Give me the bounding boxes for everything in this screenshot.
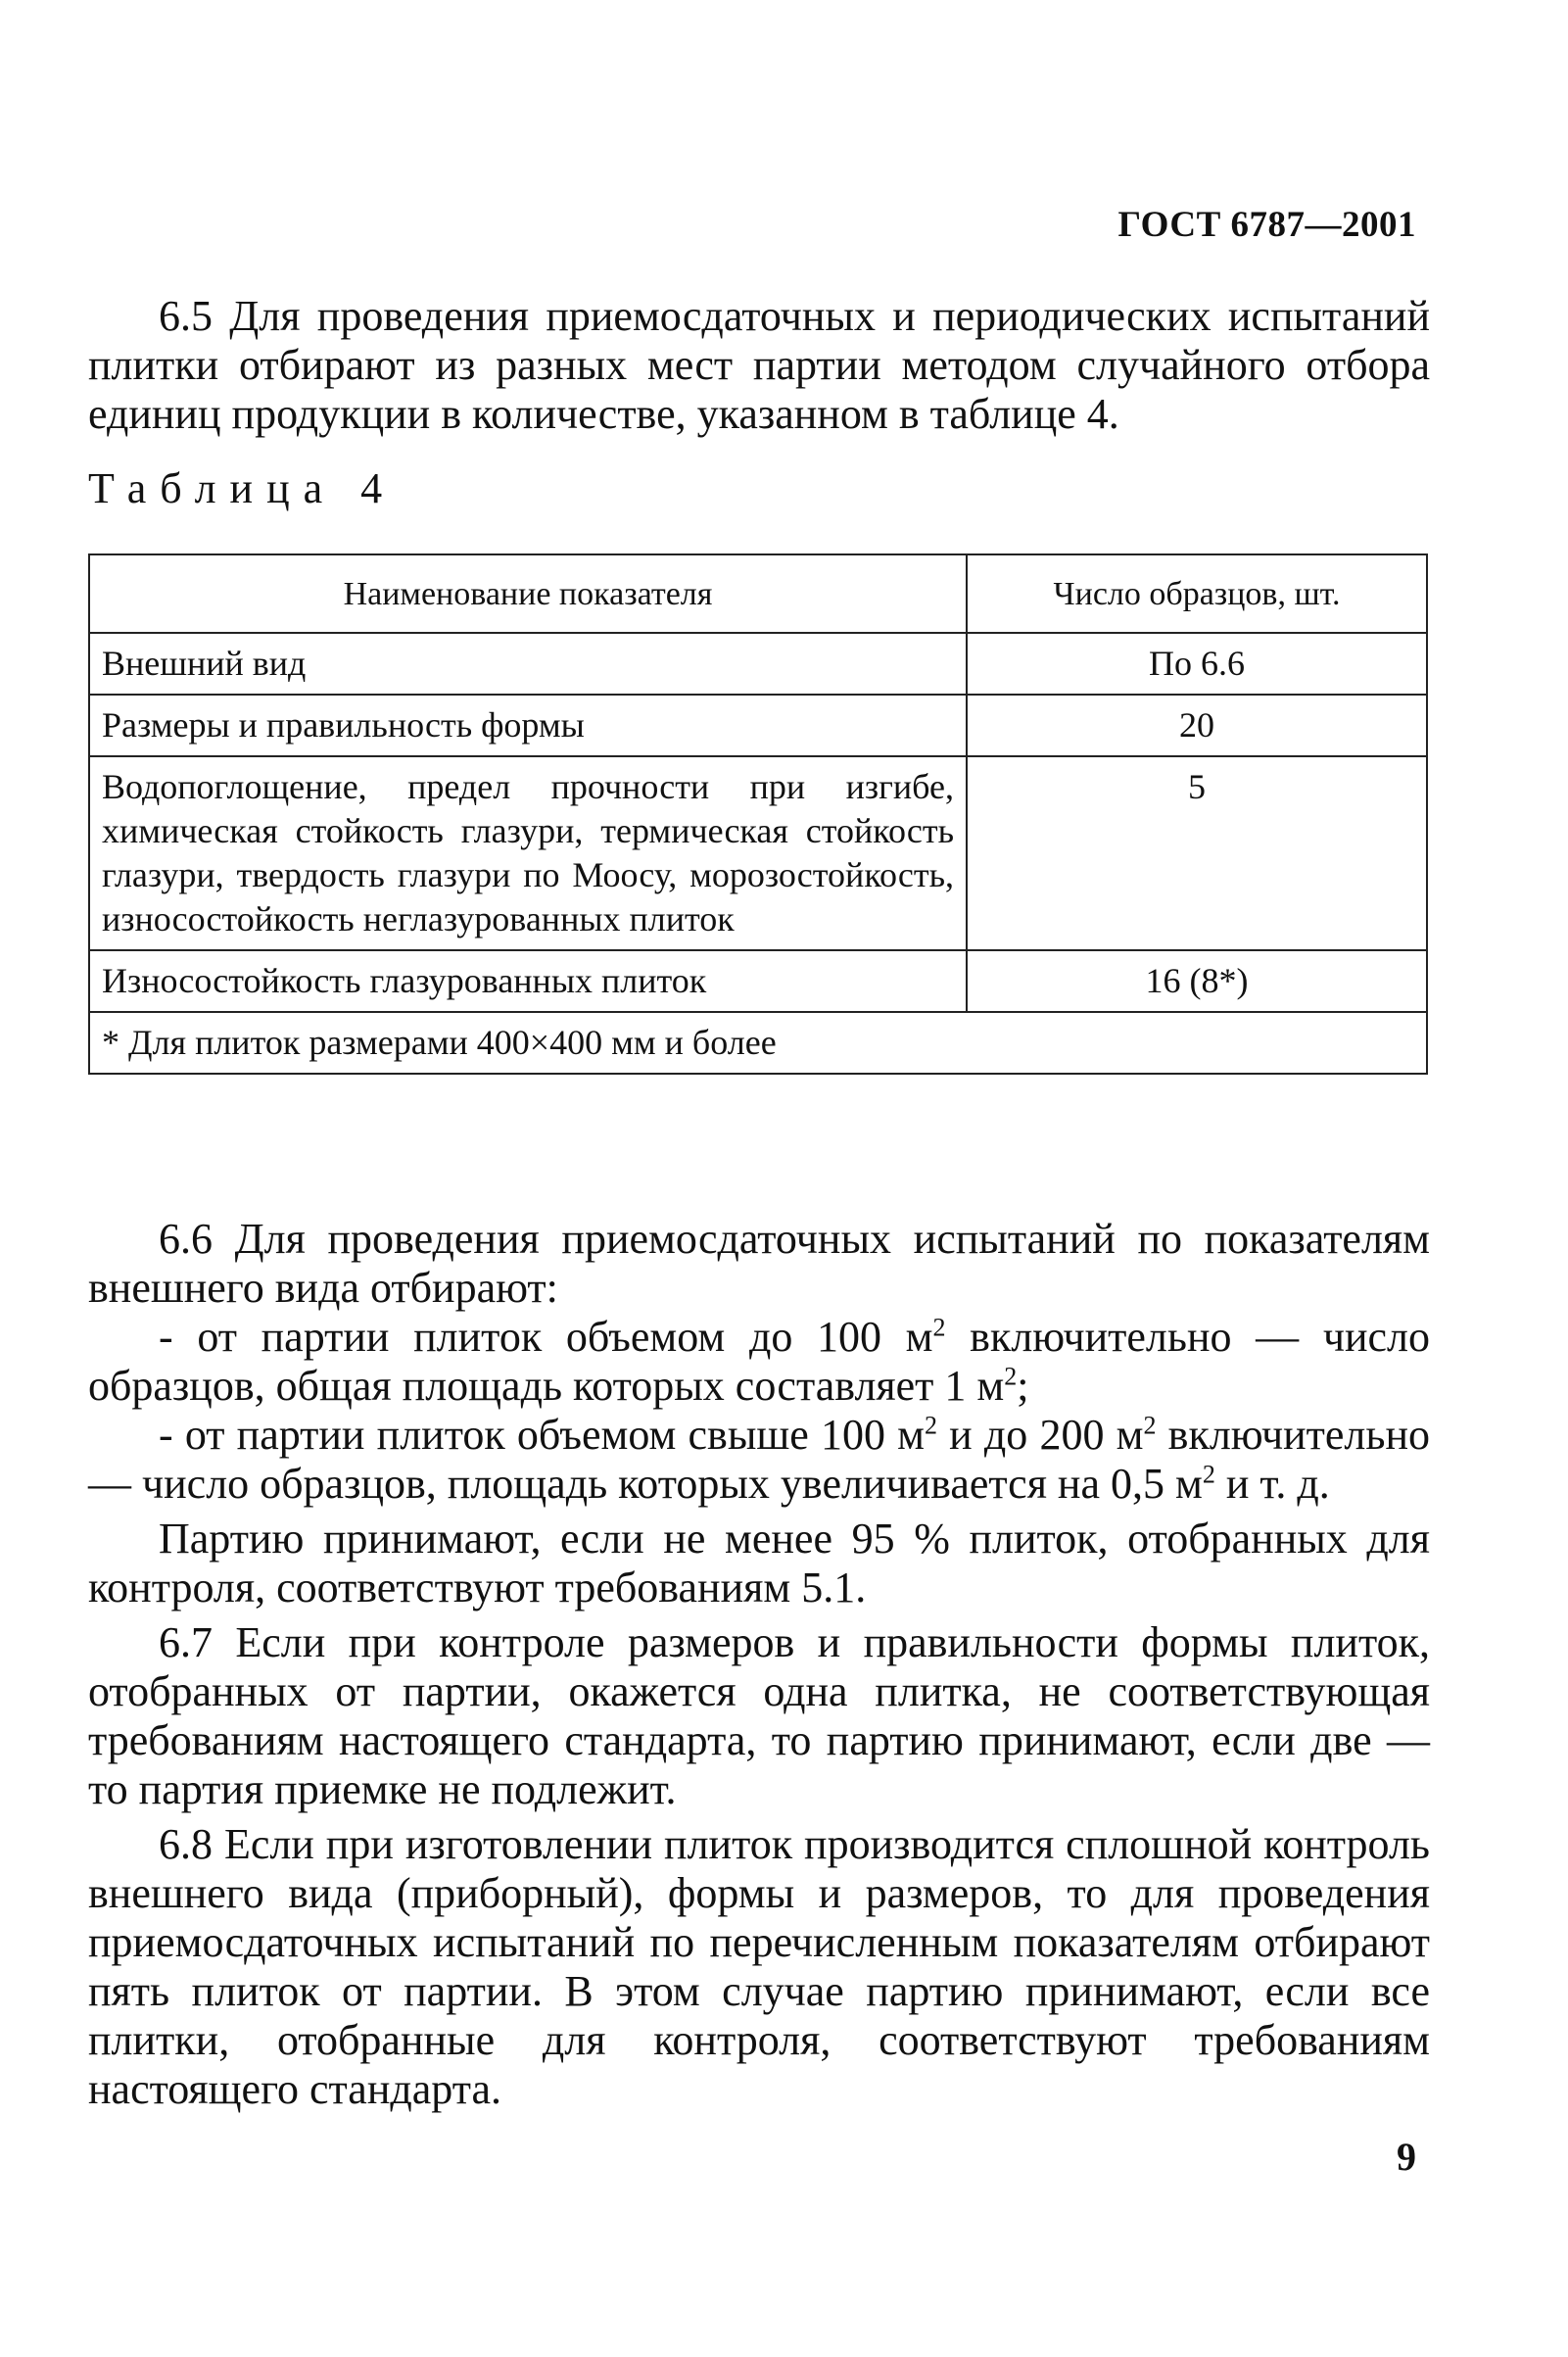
paragraph-acceptance: Партию принимают, если не менее 95 % плиток, отобранных для контроля, соответствуют требованиям 5.1.	[88, 1515, 1430, 1611]
table-caption: Таблица 4	[88, 464, 397, 512]
superscript: 2	[1004, 1362, 1018, 1391]
item-text: включительно — число образцов, площадь которых увеличивается на 0,5 м	[88, 1411, 1430, 1508]
table-footnote: * Для плиток размерами 400×400 мм и более	[89, 1012, 1427, 1074]
sample-count-table	[88, 553, 1428, 1075]
item-text: и т. д.	[1214, 1460, 1330, 1508]
section-6-5	[88, 292, 1430, 439]
row-value-cell: 5	[967, 756, 1427, 950]
table-row	[89, 695, 1427, 756]
item-text: - от партии плиток объемом свыше 100 м	[159, 1411, 925, 1459]
column-header-name: Наименование показателя	[89, 554, 967, 633]
table-footnote-row	[89, 1012, 1427, 1074]
item-text: - от партии плиток объемом до 100 м	[159, 1313, 933, 1361]
row-name-cell: Водопоглощение, предел прочности при изгибе, химическая стойкость глазури, термическая стойкость глазури, твердость глазури по Моосу, морозостойкость, износостойкость неглазурованных плиток	[89, 756, 967, 950]
row-name-cell: Размеры и правильность формы	[89, 695, 967, 756]
paragraph-6-7: 6.7 Если при контроле размеров и правильности формы плиток, отобранных от партии, окажется одна плитка, не соответствующая требованиям настоящего стандарта, то партию принимают, если две — то партия приемке не подлежит.	[88, 1618, 1430, 1813]
row-value-cell: 20	[967, 695, 1427, 756]
item-text: и до 200 м	[937, 1411, 1144, 1459]
row-value-cell: По 6.6	[967, 633, 1427, 695]
item-text: ;	[1017, 1362, 1029, 1410]
table-row	[89, 950, 1427, 1012]
superscript: 2	[932, 1313, 946, 1342]
superscript: 2	[925, 1411, 937, 1440]
paragraph-6-8: 6.8 Если при изготовлении плиток производится сплошной контроль внешнего вида (приборный), формы и размеров, то для проведения приемосдаточных испытаний по перечисленным показателям отбирают пять плиток от партии. В этом случае партию принимают, если все плитки, отобранные для контроля, соответствуют требованиям настоящего стандарта.	[88, 1820, 1430, 2113]
list-item	[88, 1313, 1430, 1411]
row-name-cell: Износостойкость глазурованных плиток	[89, 950, 967, 1012]
superscript: 2	[1202, 1460, 1215, 1489]
section-6-6	[88, 1215, 1430, 2114]
paragraph-6-6-intro: 6.6 Для проведения приемосдаточных испытаний по показателям внешнего вида отбирают:	[88, 1215, 1430, 1312]
table-row	[89, 756, 1427, 950]
row-value-cell: 16 (8*)	[967, 950, 1427, 1012]
item-text: включительно — число образцов, общая площадь которых составляет 1 м	[88, 1313, 1430, 1410]
column-header-count: Число образцов, шт.	[967, 554, 1427, 633]
row-name-cell: Внешний вид	[89, 633, 967, 695]
superscript: 2	[1143, 1411, 1157, 1440]
table-header-row	[89, 554, 1427, 633]
paragraph-6-5: 6.5 Для проведения приемосдаточных и периодических испытаний плитки отбирают из разных мест партии методом случайного отбора единиц продукции в количестве, указанном в таблице 4.	[88, 292, 1430, 438]
table-row	[89, 633, 1427, 695]
page-number: 9	[1397, 2135, 1416, 2179]
list-item	[88, 1411, 1430, 1509]
document-code-header: ГОСТ 6787—2001	[1117, 205, 1416, 245]
